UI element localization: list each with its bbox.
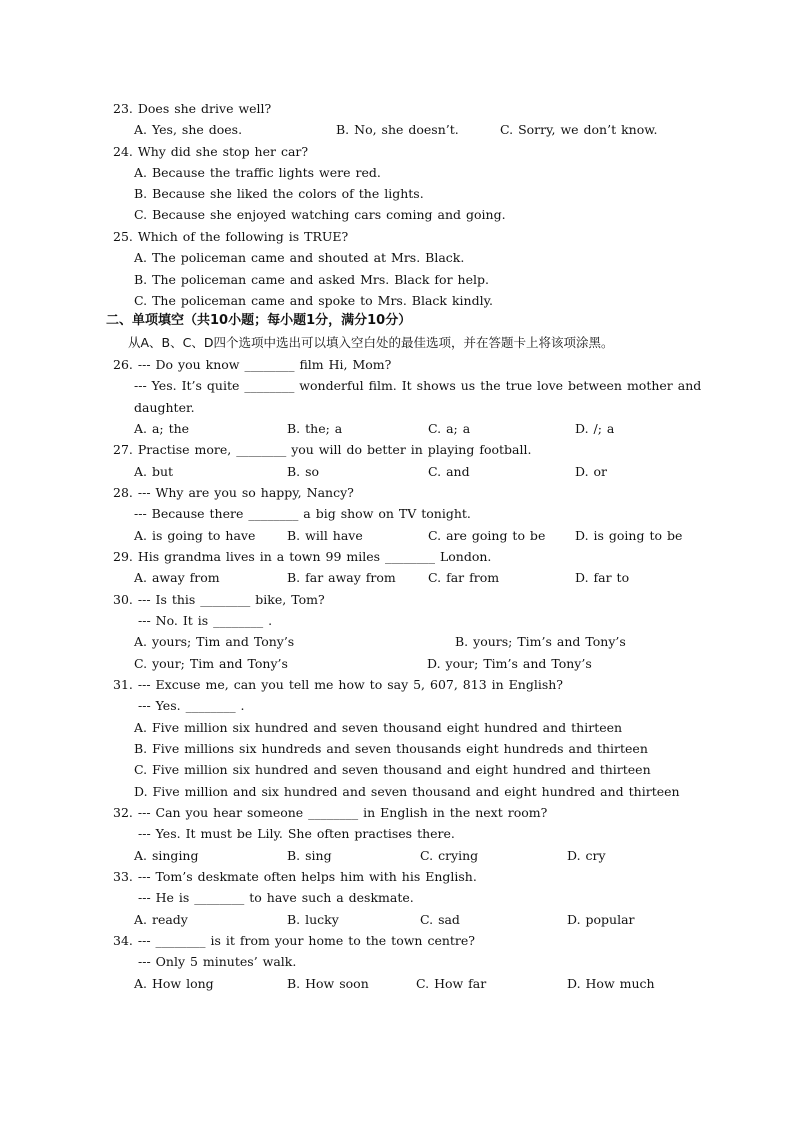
option-a: A. singing [134, 848, 199, 863]
option-a: A. Because the traffic lights were red. [134, 165, 381, 180]
option-b: B. far away from [287, 570, 396, 585]
option-c: C. are going to be [428, 528, 546, 543]
question-stem: Practise more, ________ you will do better in playing football. [137, 442, 532, 457]
section-instruction: 从A、B、C、D四个选项中选出可以填入空白处的最佳选项，并在答题卡上将该项涂黑。 [128, 335, 614, 350]
dialogue-line: --- Excuse me, can you tell me how to say 5, 607, 813 in English? [137, 677, 564, 692]
dialogue-line: --- Only 5 minutes’ walk. [138, 954, 297, 969]
question-27 [113, 442, 531, 458]
option-b: B. sing [287, 848, 332, 863]
dialogue-line: --- No. It is ________ . [138, 613, 273, 628]
question-number: 25. [113, 229, 133, 244]
section-title: 二、单项填空（共10小题；每小题1分，满分10分） [106, 313, 412, 328]
option-c: C. Because she enjoyed watching cars coming and going. [134, 207, 506, 222]
question-number: 29. [113, 549, 133, 564]
dialogue-line: --- ________ is it from your home to the town centre? [137, 933, 475, 948]
option-c: C. crying [420, 848, 479, 863]
option-a: A. yours; Tim and Tony’s [134, 634, 295, 649]
question-number: 32. [113, 805, 133, 820]
option-a: A. a; the [134, 421, 190, 436]
option-c: C. Sorry, we don’t know. [500, 122, 658, 137]
option-b: B. Because she liked the colors of the lights. [134, 186, 424, 201]
option-d: D. is going to be [575, 528, 683, 543]
question-24 [113, 144, 308, 160]
option-b: B. The policeman came and asked Mrs. Black for help. [134, 272, 489, 287]
dialogue-line: --- Yes. It must be Lily. She often practises there. [138, 826, 455, 841]
option-c: C. sad [420, 912, 460, 927]
option-d: D. /; a [575, 421, 615, 436]
question-number: 28. [113, 485, 133, 500]
option-b: B. Five millions six hundreds and seven thousands eight hundreds and thirteen [134, 741, 648, 756]
dialogue-line: --- He is ________ to have such a deskmate. [138, 890, 414, 905]
question-26 [113, 357, 391, 373]
dialogue-line: --- Tom’s deskmate often helps him with his English. [137, 869, 477, 884]
question-29 [113, 549, 491, 565]
dialogue-line: --- Is this ________ bike, Tom? [137, 592, 325, 607]
question-number: 27. [113, 442, 133, 457]
option-a: A. ready [134, 912, 188, 927]
option-c: C. and [428, 464, 470, 479]
option-a: A. away from [134, 570, 220, 585]
option-b: B. the; a [287, 421, 343, 436]
option-d: D. or [575, 464, 608, 479]
option-c: C. Five million six hundred and seven thousand and eight hundred and thirteen [134, 762, 651, 777]
option-b: B. yours; Tim’s and Tony’s [455, 634, 626, 649]
option-a: A. How long [134, 976, 214, 991]
option-c: C. How far [416, 976, 487, 991]
dialogue-line: daughter. [134, 400, 195, 415]
option-b: B. so [287, 464, 320, 479]
option-d: D. far to [575, 570, 630, 585]
dialogue-line: --- Do you know ________ film Hi, Mom? [137, 357, 392, 372]
question-stem: Why did she stop her car? [137, 144, 309, 159]
option-d: D. your; Tim’s and Tony’s [427, 656, 592, 671]
option-b: B. How soon [287, 976, 369, 991]
option-a: A. Yes, she does. [134, 122, 243, 137]
question-stem: Does she drive well? [137, 101, 272, 116]
question-number: 26. [113, 357, 133, 372]
dialogue-line: --- Why are you so happy, Nancy? [137, 485, 354, 500]
option-d: D. cry [567, 848, 606, 863]
question-stem: His grandma lives in a town 99 miles ________ London. [137, 549, 492, 564]
dialogue-line: --- Can you hear someone ________ in English in the next room? [137, 805, 548, 820]
option-a: A. but [134, 464, 174, 479]
option-c: C. The policeman came and spoke to Mrs. Black kindly. [134, 293, 493, 308]
question-33 [113, 869, 477, 885]
option-d: D. Five million and six hundred and seven thousand and eight hundred and thirteen [134, 784, 680, 799]
option-c: C. far from [428, 570, 500, 585]
question-number: 34. [113, 933, 133, 948]
option-b: B. lucky [287, 912, 339, 927]
option-a: A. Five million six hundred and seven thousand eight hundred and thirteen [134, 720, 623, 735]
option-a: A. is going to have [134, 528, 256, 543]
question-30 [113, 592, 325, 608]
question-number: 24. [113, 144, 133, 159]
option-a: A. The policeman came and shouted at Mrs. Black. [134, 250, 465, 265]
question-number: 23. [113, 101, 133, 116]
question-31 [113, 677, 563, 693]
question-25 [113, 229, 348, 245]
option-d: D. How much [567, 976, 655, 991]
option-c: C. a; a [428, 421, 471, 436]
option-d: D. popular [567, 912, 635, 927]
dialogue-line: --- Yes. ________ . [138, 698, 245, 713]
question-number: 33. [113, 869, 133, 884]
question-number: 30. [113, 592, 133, 607]
question-number: 31. [113, 677, 133, 692]
option-b: B. No, she doesn’t. [336, 122, 459, 137]
dialogue-line: --- Yes. It’s quite ________ wonderful film. It shows us the true love between mother and [134, 378, 702, 393]
question-28 [113, 485, 354, 501]
question-34 [113, 933, 475, 949]
dialogue-line: --- Because there ________ a big show on TV tonight. [134, 506, 471, 521]
option-b: B. will have [287, 528, 363, 543]
question-stem: Which of the following is TRUE? [137, 229, 349, 244]
question-23 [113, 101, 271, 117]
question-32 [113, 805, 547, 821]
option-c: C. your; Tim and Tony’s [134, 656, 288, 671]
